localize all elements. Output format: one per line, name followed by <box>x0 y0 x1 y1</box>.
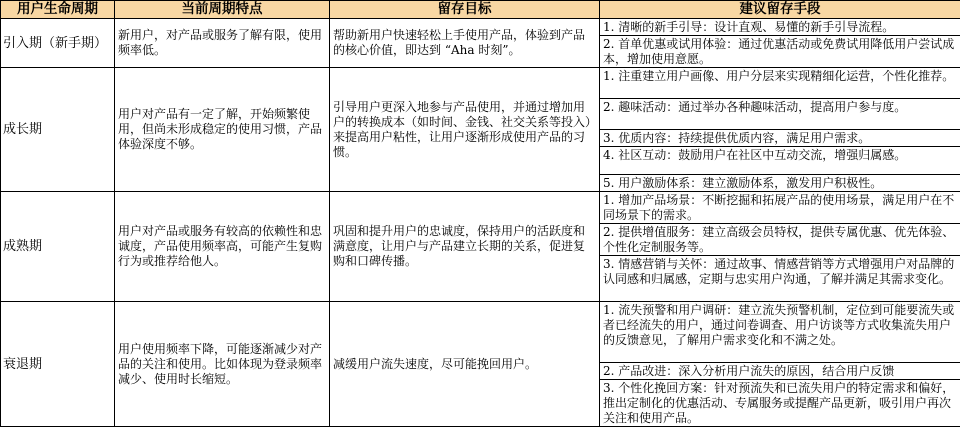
header-feature: 当前周期特点 <box>115 1 330 19</box>
feature-cell: 用户对产品有一定了解，开始频繁使用，但尚未形成稳定的使用习惯，产品体验深度不够。 <box>115 68 330 192</box>
header-methods: 建议留存手段 <box>600 1 960 19</box>
method-cell: 1. 增加产品场景：不断挖掘和拓展产品的使用场景，满足用户在不同场景下的需求。 <box>600 192 960 224</box>
table-row <box>1 302 960 363</box>
goal-cell: 引导用户更深入地参与产品使用，并通过增加用户的转换成本（如时间、金钱、社交关系等投入）来提高用户粘性，让用户逐渐形成使用产品的习惯。 <box>330 68 600 192</box>
stage-cell: 成熟期 <box>1 192 115 302</box>
header-stage: 用户生命周期 <box>1 1 115 19</box>
method-cell: 5. 用户激励体系：建立激励体系，激发用户积极性。 <box>600 175 960 192</box>
method-cell: 2. 提供增值服务：建立高级会员特权，提供专属优惠、优先体验、个性化定制服务等。 <box>600 224 960 256</box>
feature-cell: 用户使用频率下降，可能逐渐减少对产品的关注和使用。比如体现为登录频率减少、使用时长缩短。 <box>115 302 330 427</box>
table-row <box>1 19 960 36</box>
goal-cell: 帮助新用户快速轻松上手使用产品，体验到产品的核心价值，即达到 “Aha 时刻”。 <box>330 19 600 68</box>
method-cell: 1. 流失预警和用户调研：建立流失预警机制，定位到可能要流失或者已经流失的用户，通过问卷调查、用户访谈等方式收集流失用户的反馈意见，了解用户需求变化和不满之处。 <box>600 302 960 363</box>
feature-cell: 用户对产品或服务有较高的依赖性和忠诚度，产品使用频率高，可能产生复购行为或推荐给他人。 <box>115 192 330 302</box>
header-row <box>1 1 960 19</box>
stage-cell: 引入期（新手期） <box>1 19 115 68</box>
table-row <box>1 68 960 99</box>
goal-cell: 巩固和提升用户的忠诚度，保持用户的活跃度和满意度，让用户与产品建立长期的关系，促进复购和口碑传播。 <box>330 192 600 302</box>
header-goal: 留存目标 <box>330 1 600 19</box>
method-cell: 3. 个性化挽回方案：针对预流失和已流失用户的特定需求和偏好，推出定制化的优惠活动、专属服务或提醒产品更新，吸引用户再次关注和使用产品。 <box>600 380 960 427</box>
method-cell: 3. 情感营销与关怀：通过故事、情感营销等方式增强用户对品牌的认同感和归属感，定期与忠实用户沟通，了解并满足其需求变化。 <box>600 256 960 302</box>
feature-cell: 新用户，对产品或服务了解有限，使用频率低。 <box>115 19 330 68</box>
method-cell: 1. 清晰的新手引导：设计直观、易懂的新手引导流程。 <box>600 19 960 36</box>
stage-cell: 成长期 <box>1 68 115 192</box>
method-cell: 3. 优质内容：持续提供优质内容，满足用户需求。 <box>600 130 960 147</box>
method-cell: 1. 注重建立用户画像、用户分层来实现精细化运营，个性化推荐。 <box>600 68 960 99</box>
method-cell: 2. 产品改进：深入分析用户流失的原因，结合用户反馈 <box>600 363 960 380</box>
method-cell: 4. 社区互动：鼓励用户在社区中互动交流，增强归属感。 <box>600 147 960 175</box>
method-cell: 2. 趣味活动：通过举办各种趣味活动，提高用户参与度。 <box>600 99 960 130</box>
method-cell: 2. 首单优惠或试用体验：通过优惠活动或免费试用降低用户尝试成本，增加使用意愿。 <box>600 36 960 68</box>
stage-cell: 衰退期 <box>1 302 115 427</box>
table-row <box>1 192 960 224</box>
goal-cell: 减缓用户流失速度，尽可能挽回用户。 <box>330 302 600 427</box>
